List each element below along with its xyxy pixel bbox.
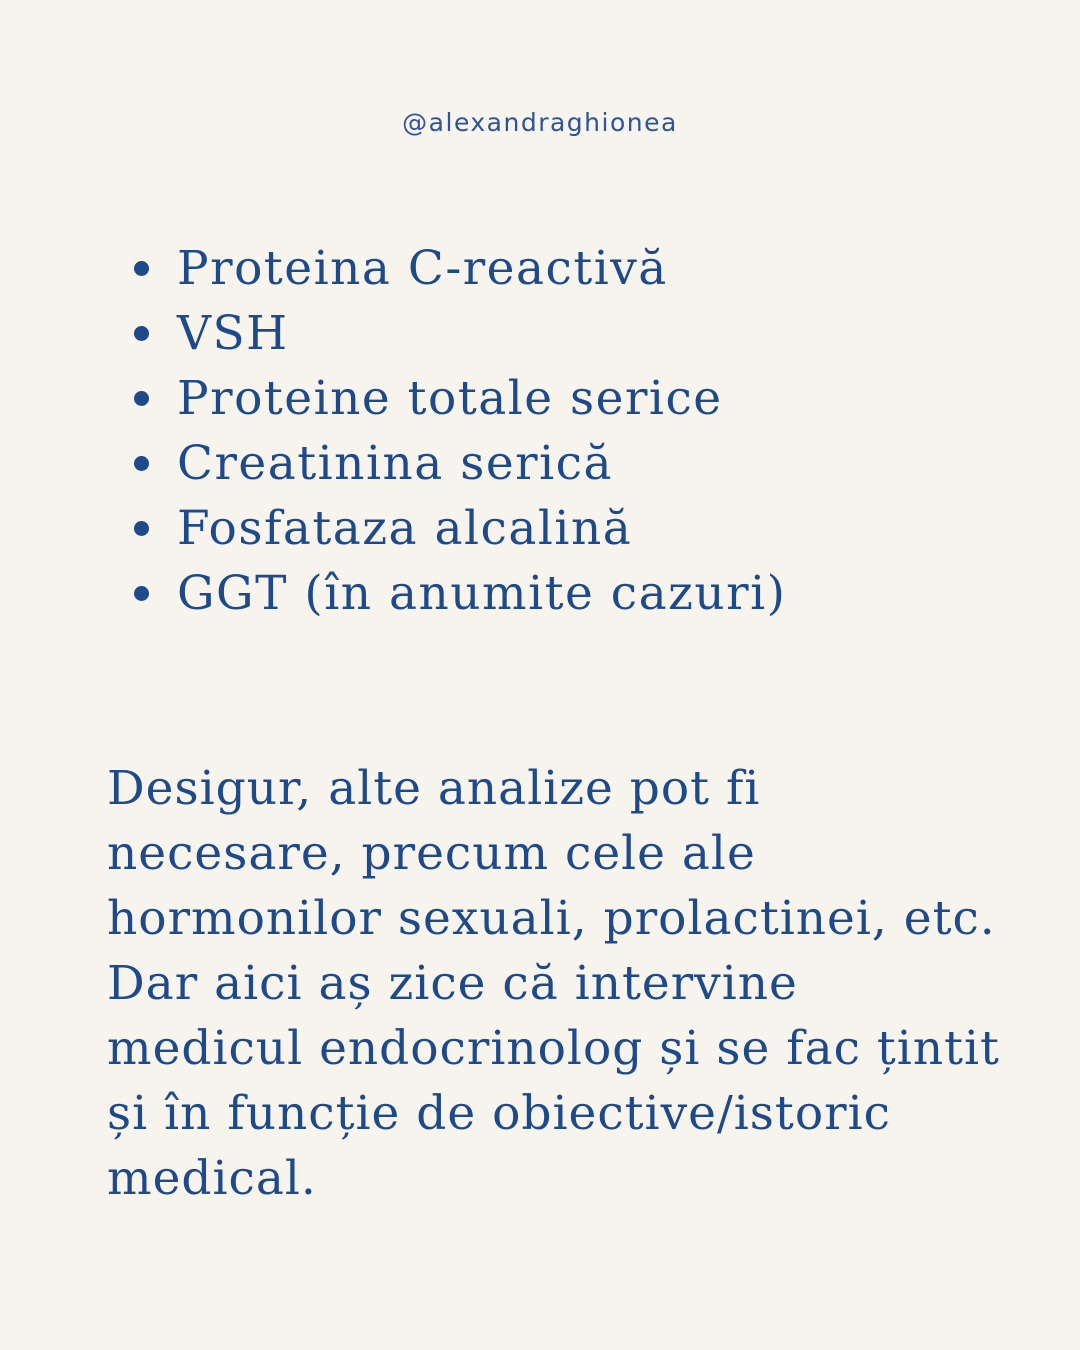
bullet-icon xyxy=(134,521,149,536)
list-item-label: VSH xyxy=(177,306,289,361)
list-item xyxy=(134,496,786,561)
bullet-icon xyxy=(134,586,149,601)
list-item-label: GGT (în anumite cazuri) xyxy=(177,566,787,621)
list-item-label: Creatinina serică xyxy=(177,436,613,491)
bullet-icon xyxy=(134,326,149,341)
bullet-icon xyxy=(134,261,149,276)
list-item-label: Proteine totale serice xyxy=(177,371,723,426)
list-item xyxy=(134,301,786,366)
bullet-icon xyxy=(134,456,149,471)
list-item-label: Proteina C-reactivă xyxy=(177,241,668,296)
list-item xyxy=(134,431,786,496)
list-item-label: Fosfataza alcalină xyxy=(177,501,633,556)
list-item xyxy=(134,236,786,301)
list-item xyxy=(134,366,786,431)
author-handle: @alexandraghionea xyxy=(402,108,678,137)
body-paragraph: Desigur, alte analize pot fi necesare, precum cele ale hormonilor sexuali, prolactinei, etc. Dar aici aș zice că intervine medicul endocrinolog și se fac țintit și în funcție de obiective/istoric medical. xyxy=(107,761,1000,1206)
lab-tests-list xyxy=(134,236,786,626)
bullet-icon xyxy=(134,391,149,406)
list-item xyxy=(134,561,786,626)
